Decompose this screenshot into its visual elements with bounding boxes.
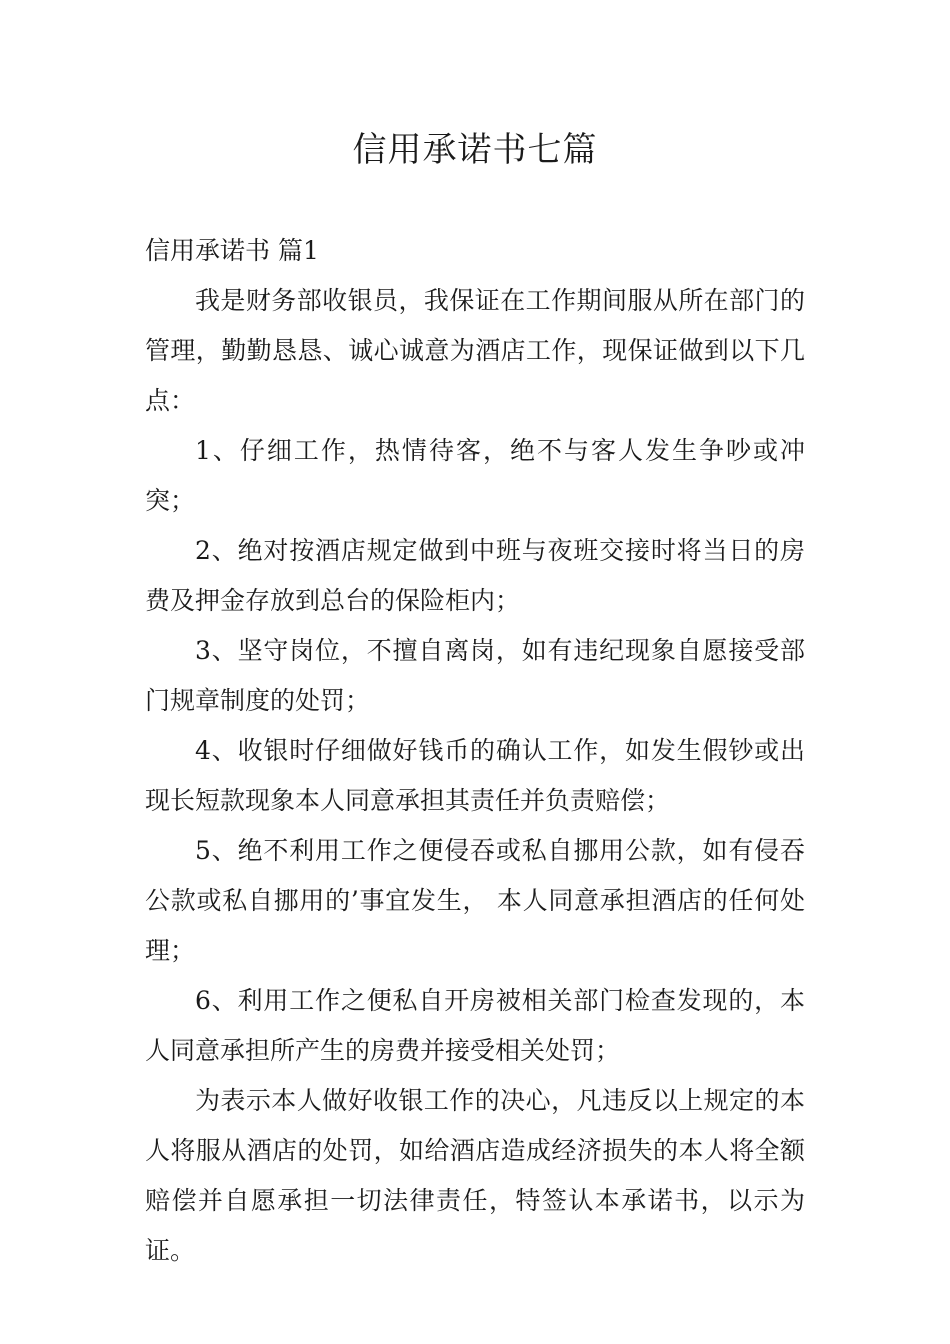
pledge-item-1: 1、仔细工作，热情待客，绝不与客人发生争吵或冲突； [145,436,805,515]
pledge-item-5: 5、绝不利用工作之便侵吞或私自挪用公款，如有侵吞公款或私自挪用的’事宜发生， 本人同意承担酒店的任何处理； [145,836,805,965]
pledge-item-6: 6、利用工作之便私自开房被相关部门检查发现的，本人同意承担所产生的房费并接受相关处罚； [145,986,805,1065]
page-title: 信用承诺书七篇 [352,130,598,170]
section-heading: 信用承诺书 篇1 [145,236,319,265]
intro-paragraph: 我是财务部收银员，我保证在工作期间服从所在部门的管理，勤勤恳恳、诚心诚意为酒店工作，现保证做到以下几点： [145,286,805,415]
pledge-item-2: 2、绝对按酒店规定做到中班与夜班交接时将当日的房费及押金存放到总台的保险柜内； [145,536,805,615]
document-body [145,226,805,1276]
pledge-item-3: 3、坚守岗位，不擅自离岗，如有违纪现象自愿接受部门规章制度的处罚； [145,636,805,715]
pledge-item-4: 4、收银时仔细做好钱币的确认工作，如发生假钞或出现长短款现象本人同意承担其责任并负责赔偿； [145,736,805,815]
closing-paragraph: 为表示本人做好收银工作的决心，凡违反以上规定的本人将服从酒店的处罚，如给酒店造成经济损失的本人将全额赔偿并自愿承担一切法律责任，特签认本承诺书，以示为证。 [145,1086,805,1265]
